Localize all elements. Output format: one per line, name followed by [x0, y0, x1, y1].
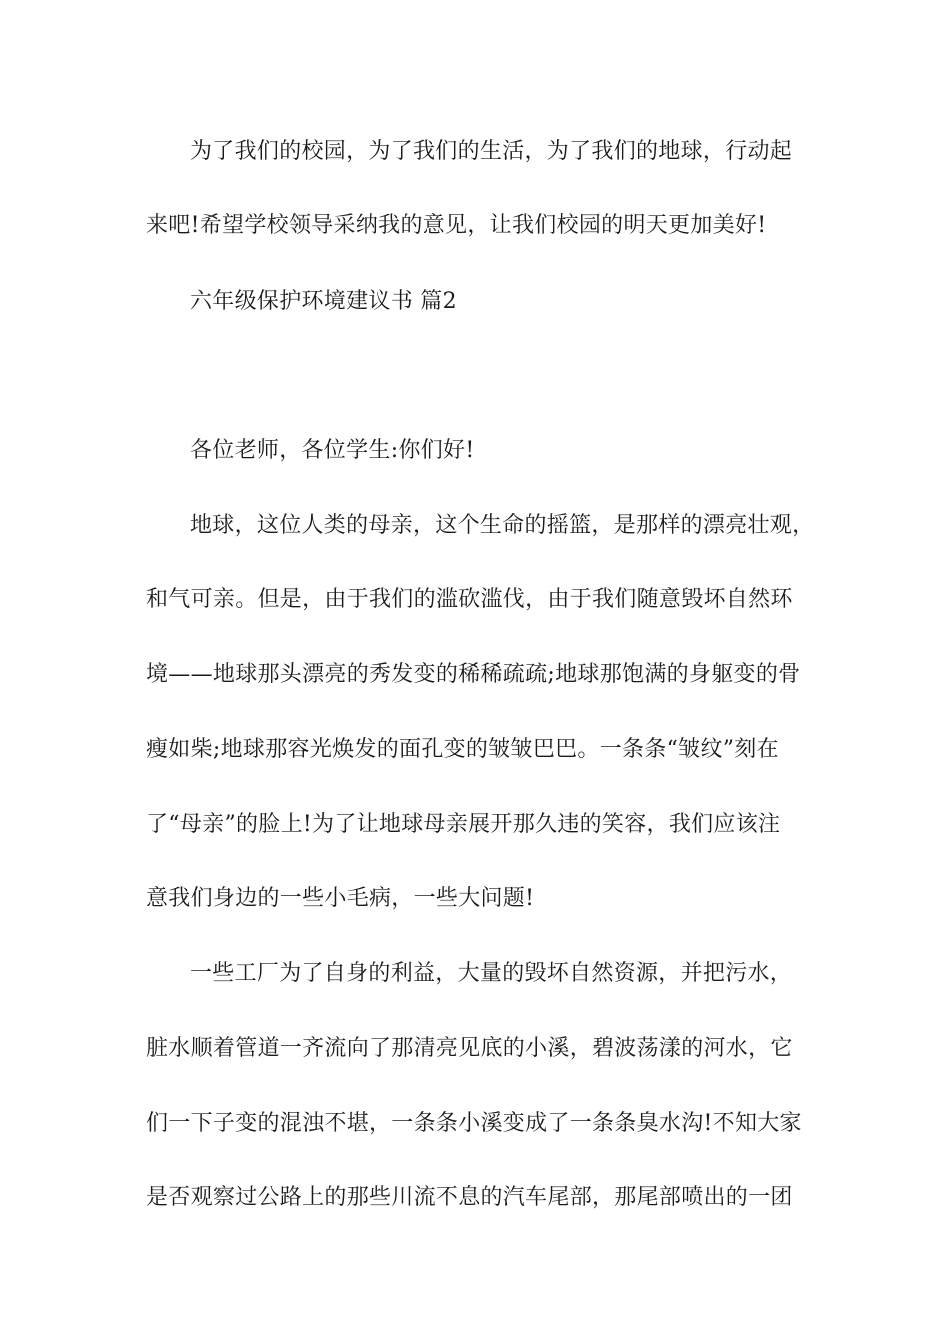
paragraph-line: 是否观察过公路上的那些川流不息的汽车尾部，那尾部喷出的一团 — [146, 1185, 793, 1210]
paragraph-line: 脏水顺着管道一齐流向了那清亮见底的小溪，碧波荡漾的河水，它 — [146, 1036, 793, 1061]
paragraph-line: 来吧!希望学校领导采纳我的意见，让我们校园的明天更加美好! — [146, 213, 767, 238]
paragraph-line: 和气可亲。但是，由于我们的滥砍滥伐，由于我们随意毁坏自然环 — [146, 587, 793, 612]
paragraph-line: 瘦如柴;地球那容光焕发的面孔变的皱皱巴巴。一条条“皱纹”刻在 — [146, 737, 779, 762]
greeting-line: 各位老师，各位学生:你们好! — [190, 438, 475, 463]
section-heading: 六年级保护环境建议书 篇2 — [190, 289, 457, 314]
paragraph-line: 地球，这位人类的母亲，这个生命的摇篮，是那样的漂亮壮观， — [190, 513, 815, 538]
paragraph-line: 了“母亲”的脸上!为了让地球母亲展开那久违的笑容，我们应该注 — [146, 812, 781, 837]
paragraph-line: 意我们身边的一些小毛病，一些大问题! — [146, 886, 535, 911]
paragraph-line: 们一下子变的混浊不堪，一条条小溪变成了一条条臭水沟!不知大家 — [146, 1111, 802, 1136]
paragraph-line: 为了我们的校园，为了我们的生活，为了我们的地球，行动起 — [190, 139, 793, 164]
paragraph-line: 境——地球那头漂亮的秀发变的稀稀疏疏;地球那饱满的身躯变的骨 — [146, 662, 801, 687]
paragraph-line: 一些工厂为了自身的利益，大量的毁坏自然资源，并把污水， — [190, 961, 793, 986]
